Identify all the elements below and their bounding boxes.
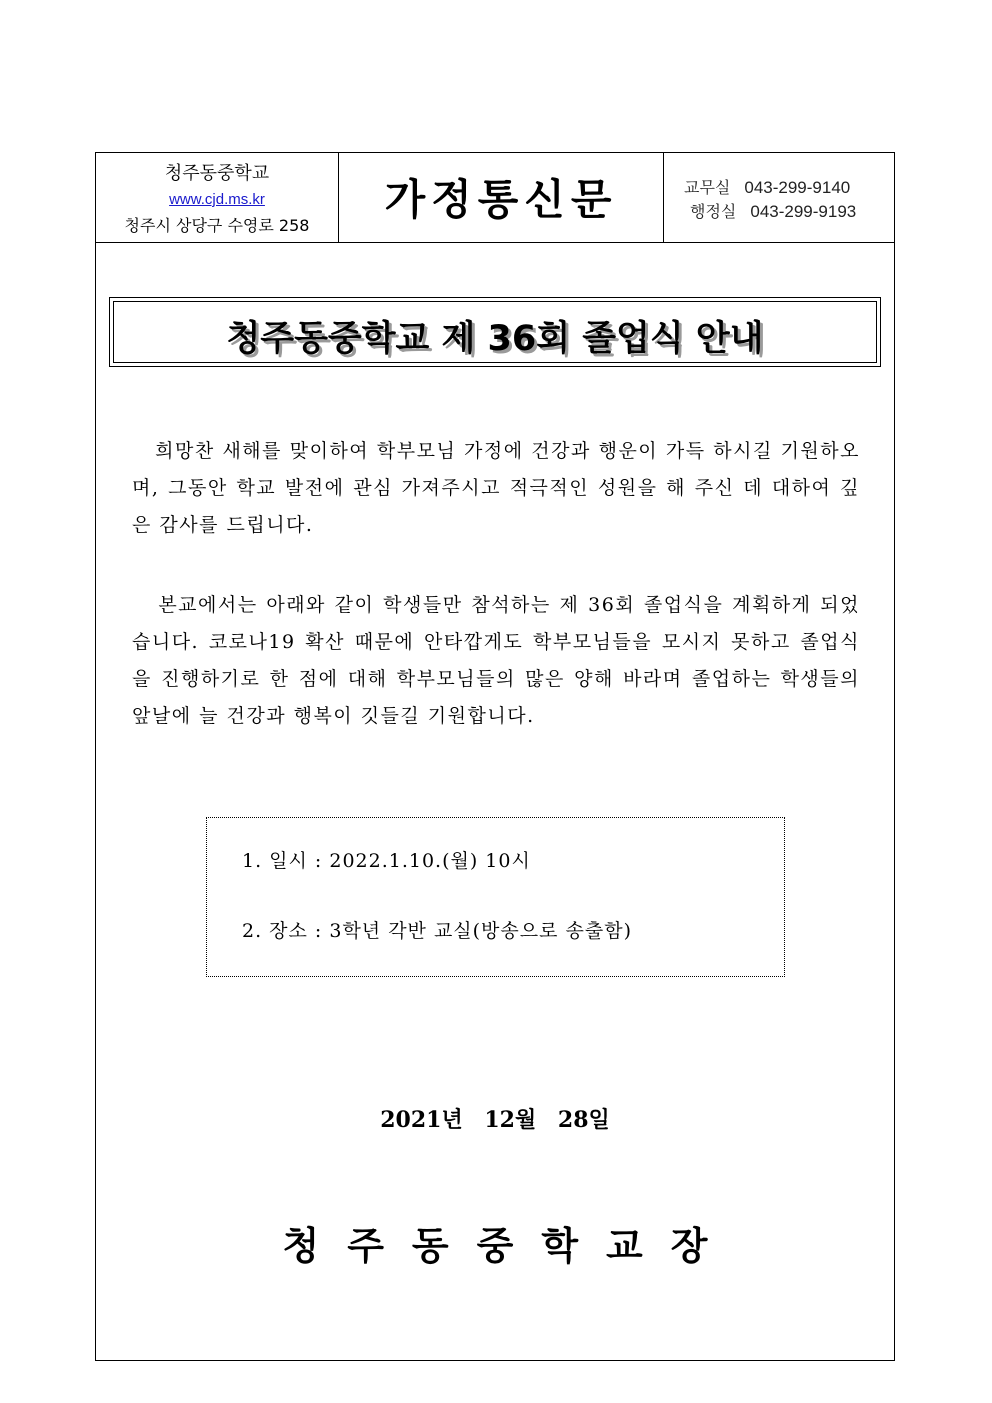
principal-signature: 청주동중학교장 <box>282 1223 736 1268</box>
notice-title: 청주동중학교 제 36회 졸업식 안내 <box>226 319 764 359</box>
contact-label: 교무실 <box>684 178 731 197</box>
contact-cell <box>664 153 894 242</box>
school-info-cell <box>96 153 339 242</box>
contact-number: 043-299-9140 <box>744 178 851 197</box>
doc-type-cell <box>339 153 664 242</box>
school-address: 청주시 상당구 수영로 258 <box>124 216 310 235</box>
school-name: 청주동중학교 <box>164 163 270 184</box>
title-box <box>109 297 881 367</box>
doc-type-title: 가정통신문 <box>384 175 618 224</box>
letterhead <box>96 153 894 243</box>
event-details-box <box>206 817 785 977</box>
document-frame <box>95 152 895 1361</box>
contact-number: 043-299-9193 <box>750 202 857 221</box>
contact-label: 행정실 <box>690 202 737 221</box>
school-website-link[interactable]: www.cjd.ms.kr <box>169 191 265 208</box>
event-location: 2. 장소 : 3학년 각반 교실(방송으로 송출함) <box>242 920 632 942</box>
contact-line <box>690 199 856 222</box>
issue-date: 2021년 12월 28일 <box>380 1107 610 1133</box>
contact-line <box>684 175 850 198</box>
body-paragraph: 본교에서는 아래와 같이 학생들만 참석하는 제 36회 졸업식을 계획하게 되었습니다. 코로나19 확산 때문에 안타깝게도 학부모님들을 모시지 못하고 졸업식을 진행하기로 한 점에 대해 학부모님들의 많은 양해 바라며 졸업하는 학생들의 앞날에 늘 건강과 행복이 깃들길 기원합니다. <box>132 594 861 727</box>
event-datetime: 1. 일시 : 2022.1.10.(월) 10시 <box>242 850 531 872</box>
body-paragraph: 희망찬 새해를 맞이하여 학부모님 가정에 건강과 행운이 가득 하시길 기원하오며, 그동안 학교 발전에 관심 가져주시고 적극적인 성원을 해 주신 데 대하여 깊은 감사를 드립니다. <box>132 440 860 536</box>
